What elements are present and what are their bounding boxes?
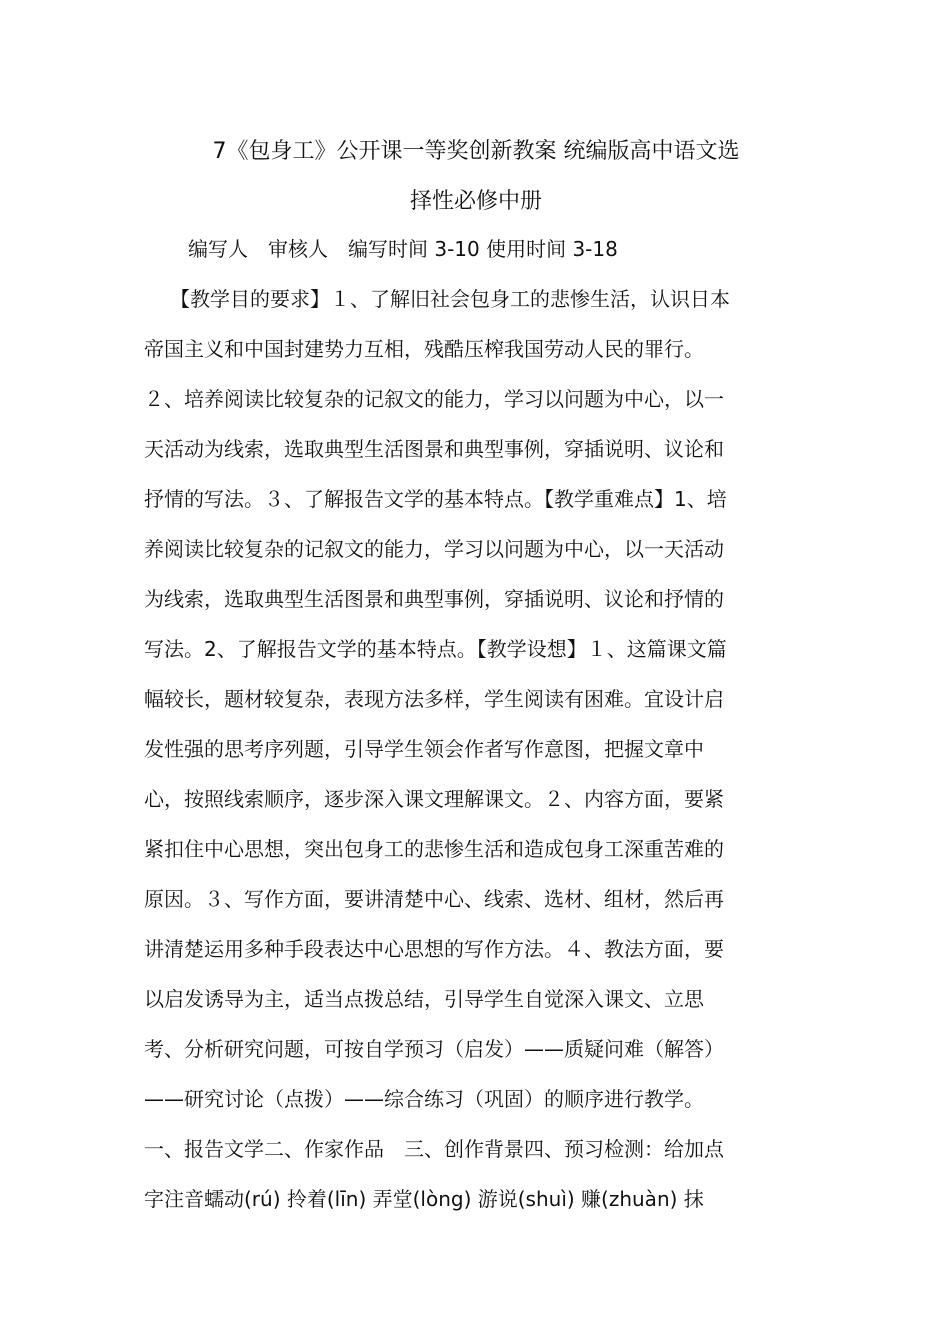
body-line: 以启发诱导为主，适当点拨总结，引导学生自觉深入课文、立思 — [144, 987, 704, 1011]
author-meta-line: 编写人 审核人 编写时间 3-10 使用时间 3-18 — [188, 237, 618, 261]
body-line: 紧扣住中心思想，突出包身工的悲惨生活和造成包身工深重苦难的 — [144, 837, 724, 861]
body-line: ——研究讨论（点拨）——综合练习（巩固）的顺序进行教学。 — [144, 1087, 704, 1111]
body-line: 幅较长，题材较复杂，表现方法多样，学生阅读有困难。宜设计启 — [144, 687, 724, 711]
body-line: 养阅读比较复杂的记叙文的能力，学习以问题为中心，以一天活动 — [144, 537, 724, 561]
body-line: 抒情的写法。３、了解报告文学的基本特点。【教学重难点】1、培 — [144, 487, 727, 511]
body-line: ２、培养阅读比较复杂的记叙文的能力，学习以问题为中心，以一 — [144, 387, 724, 411]
document-title-line-1: 7《包身工》公开课一等奖创新教案 统编版高中语文选 — [212, 139, 740, 164]
body-line: 写法。2、了解报告文学的基本特点。【教学设想】１、这篇课文篇 — [144, 637, 727, 661]
body-line: 一、报告文学二、作家作品 三、创作背景四、预习检测：给加点 — [144, 1137, 724, 1161]
body-line: 为线索，选取典型生活图景和典型事例，穿插说明、议论和抒情的 — [144, 587, 724, 611]
body-line: 天活动为线索，选取典型生活图景和典型事例，穿插说明、议论和 — [144, 437, 724, 461]
body-line: 字注音蠕动(rú) 拎着(līn) 弄堂(lòng) 游说(shuì) 赚(zhuàn) 抹 — [144, 1187, 704, 1211]
document-title-line-2: 择性必修中册 — [409, 189, 542, 214]
body-line: 【教学目的要求】１、了解旧社会包身工的悲惨生活，认识日本 — [170, 287, 730, 311]
body-line: 考、分析研究问题，可按自学预习（启发）——质疑问难（解答） — [144, 1037, 724, 1061]
body-line: 原因。３、写作方面，要讲清楚中心、线索、选材、组材，然后再 — [144, 887, 724, 911]
body-line: 心，按照线索顺序，逐步深入课文理解课文。２、内容方面，要紧 — [144, 787, 724, 811]
body-line: 帝国主义和中国封建势力互相，残酷压榨我国劳动人民的罪行。 — [144, 337, 704, 361]
body-line: 发性强的思考序列题，引导学生领会作者写作意图，把握文章中 — [144, 737, 704, 761]
body-line: 讲清楚运用多种手段表达中心思想的写作方法。４、教法方面，要 — [144, 937, 724, 961]
